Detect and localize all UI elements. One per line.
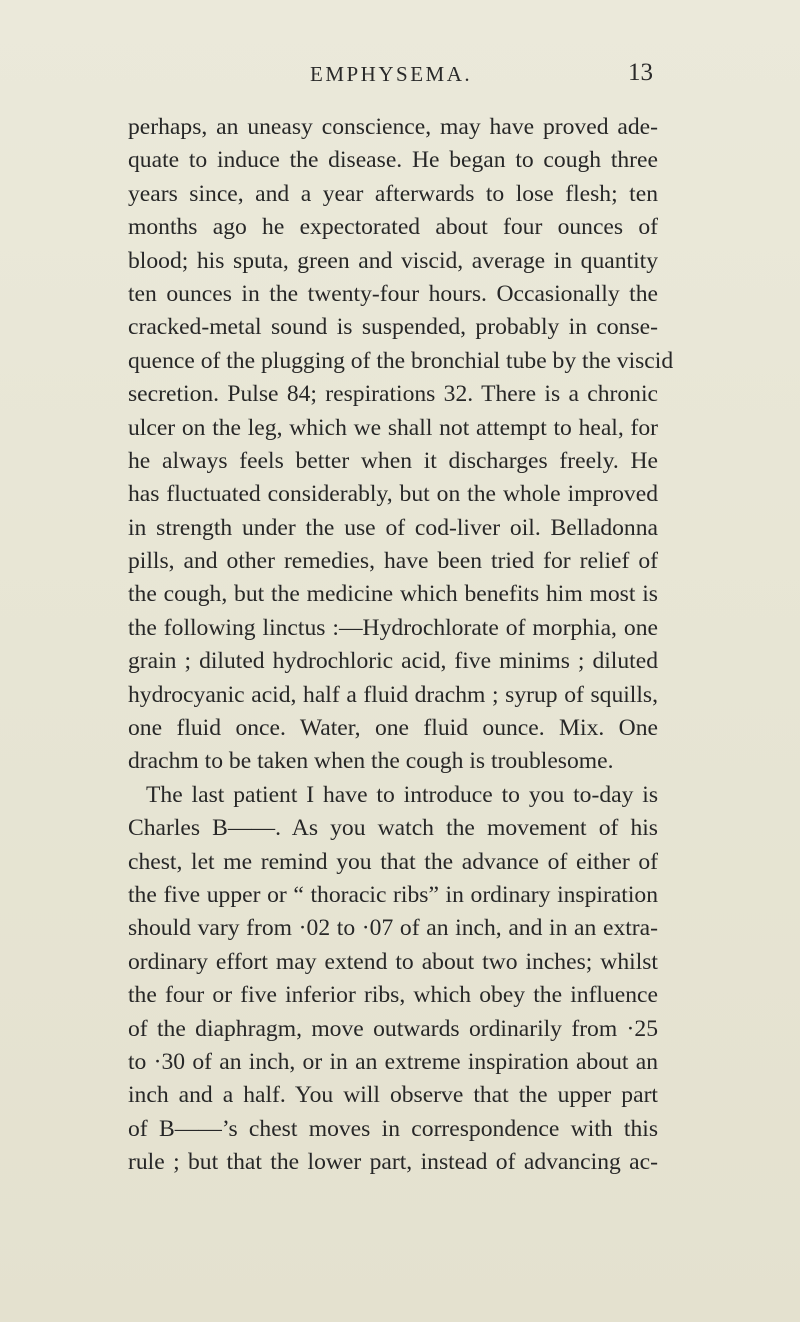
- text-line: quate to induce the disease. He began to cough three: [128, 147, 658, 174]
- running-head: [0, 59, 800, 92]
- text-line: ordinary effort may extend to about two inches; whilst: [128, 948, 658, 975]
- text-line: quence of the plugging of the bronchial tube by the viscid: [128, 347, 674, 374]
- text-line: the following linctus :—Hydrochlorate of morphia, one: [128, 614, 658, 641]
- text-line: hydrocyanic acid, half a fluid drachm ; syrup of squills,: [128, 681, 658, 708]
- text-line: grain ; diluted hydrochloric acid, five minims ; diluted: [128, 648, 658, 675]
- text-line: secretion. Pulse 84; respirations 32. There is a chronic: [128, 381, 658, 408]
- text-line: he always feels better when it discharges freely. He: [128, 447, 658, 474]
- text-line: years since, and a year afterwards to lose flesh; ten: [128, 180, 658, 207]
- text-line: blood; his sputa, green and viscid, average in quantity: [128, 247, 658, 274]
- text-line: should vary from ·02 to ·07 of an inch, and in an extra-: [128, 915, 658, 942]
- text-line: of the diaphragm, move outwards ordinarily from ·25: [128, 1015, 658, 1042]
- body-text: [128, 111, 674, 1180]
- text-line: ulcer on the leg, which we shall not attempt to heal, for: [128, 414, 658, 441]
- text-line: pills, and other remedies, have been tried for relief of: [128, 548, 658, 575]
- text-line: chest, let me remind you that the advance of either of: [128, 848, 658, 875]
- text-line: the cough, but the medicine which benefits him most is: [128, 581, 658, 608]
- text-line: ten ounces in the twenty-four hours. Occasionally the: [128, 280, 658, 307]
- text-line: rule ; but that the lower part, instead of advancing ac-: [128, 1149, 658, 1176]
- text-line: perhaps, an uneasy conscience, may have proved ade-: [128, 114, 658, 140]
- text-line: drachm to be taken when the cough is troublesome.: [128, 748, 614, 775]
- text-line: one fluid once. Water, one fluid ounce. Mix. One: [128, 715, 658, 742]
- running-title: EMPHYSEMA.: [310, 62, 473, 86]
- text-line: cracked-metal sound is suspended, probably in conse-: [128, 314, 658, 341]
- text-line: The last patient I have to introduce to you to-day is: [146, 781, 658, 808]
- text-line: in strength under the use of cod-liver oil. Belladonna: [128, 514, 658, 541]
- text-line: months ago he expectorated about four ounces of: [128, 214, 658, 241]
- text-line: has fluctuated considerably, but on the whole improved: [128, 481, 658, 508]
- text-line: of B——’s chest moves in correspondence with this: [128, 1115, 658, 1142]
- text-line: Charles B——. As you watch the movement of his: [128, 815, 658, 842]
- text-line: the four or five inferior ribs, which obey the influence: [128, 982, 658, 1009]
- text-line: to ·30 of an inch, or in an extreme inspiration about an: [128, 1048, 658, 1075]
- page-number: 13: [628, 59, 653, 86]
- text-line: the five upper or “ thoracic ribs” in ordinary inspiration: [128, 881, 658, 908]
- text-line: inch and a half. You will observe that the upper part: [128, 1082, 658, 1109]
